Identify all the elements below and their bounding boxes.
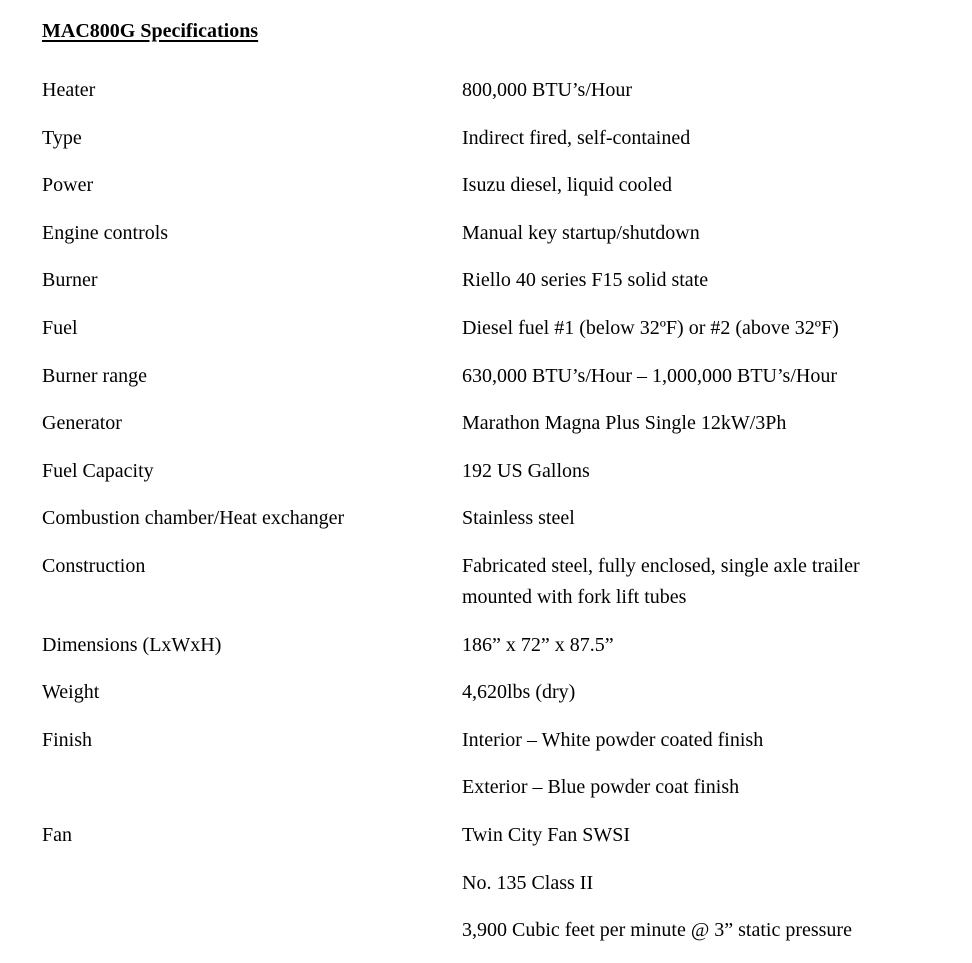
spec-value: 800,000 BTU’s/Hour	[462, 79, 632, 101]
spec-value: Fabricated steel, fully enclosed, single axle trailer mounted with fork lift tubes	[462, 554, 860, 608]
spec-label: Type	[42, 126, 82, 149]
spec-value: Manual key startup/shutdown	[462, 221, 700, 244]
spec-value: Stainless steel	[462, 507, 575, 530]
spec-table	[42, 75, 932, 946]
spec-value: Riello 40 series F15 solid state	[462, 269, 709, 292]
spec-label: Fuel	[42, 316, 78, 339]
page-title: MAC800G Specifications	[42, 20, 259, 42]
spec-value: Indirect fired, self-contained	[462, 126, 691, 149]
spec-label: Generator	[42, 412, 122, 435]
spec-row	[42, 915, 932, 946]
spec-row	[42, 265, 932, 296]
spec-row	[42, 772, 932, 803]
spec-row	[42, 218, 932, 249]
spec-label: Dimensions (LxWxH)	[42, 633, 222, 656]
spec-value: 4,620lbs (dry)	[462, 681, 576, 704]
spec-label: Fan	[42, 823, 72, 846]
spec-label: Construction	[42, 554, 146, 577]
spec-value: Isuzu diesel, liquid cooled	[462, 174, 672, 197]
spec-value: No. 135 Class II	[462, 871, 594, 894]
spec-label: Fuel Capacity	[42, 459, 154, 482]
spec-row	[42, 123, 932, 154]
spec-value: 630,000 BTU’s/Hour – 1,000,000 BTU’s/Hour	[462, 364, 837, 387]
spec-row	[42, 313, 932, 344]
spec-label: Heater	[42, 79, 96, 101]
spec-row	[42, 868, 932, 899]
spec-row	[42, 456, 932, 487]
spec-row	[42, 361, 932, 392]
spec-label: Finish	[42, 728, 93, 751]
spec-value: Twin City Fan SWSI	[462, 823, 631, 846]
spec-row	[42, 170, 932, 201]
spec-value: 186” x 72” x 87.5”	[462, 633, 614, 656]
spec-value: Exterior – Blue powder coat finish	[462, 776, 740, 799]
spec-label: Power	[42, 174, 94, 197]
spec-value: Diesel fuel #1 (below 32ºF) or #2 (above 32ºF)	[462, 316, 839, 339]
spec-row	[42, 408, 932, 439]
spec-value: 3,900 Cubic feet per minute @ 3” static pressure	[462, 919, 852, 942]
spec-label: Weight	[42, 681, 100, 704]
spec-row	[42, 677, 932, 708]
spec-value: Marathon Magna Plus Single 12kW/3Ph	[462, 412, 787, 435]
spec-row	[42, 551, 932, 613]
spec-value: Interior – White powder coated finish	[462, 728, 764, 751]
spec-row	[42, 503, 932, 534]
spec-label: Burner range	[42, 364, 147, 387]
spec-row	[42, 75, 932, 106]
spec-row	[42, 725, 932, 756]
spec-value: 192 US Gallons	[462, 459, 590, 482]
spec-row	[42, 820, 932, 851]
spec-row	[42, 630, 932, 661]
spec-label: Engine controls	[42, 221, 169, 244]
spec-label: Burner	[42, 269, 98, 292]
spec-label: Combustion chamber/Heat exchanger	[42, 507, 345, 530]
